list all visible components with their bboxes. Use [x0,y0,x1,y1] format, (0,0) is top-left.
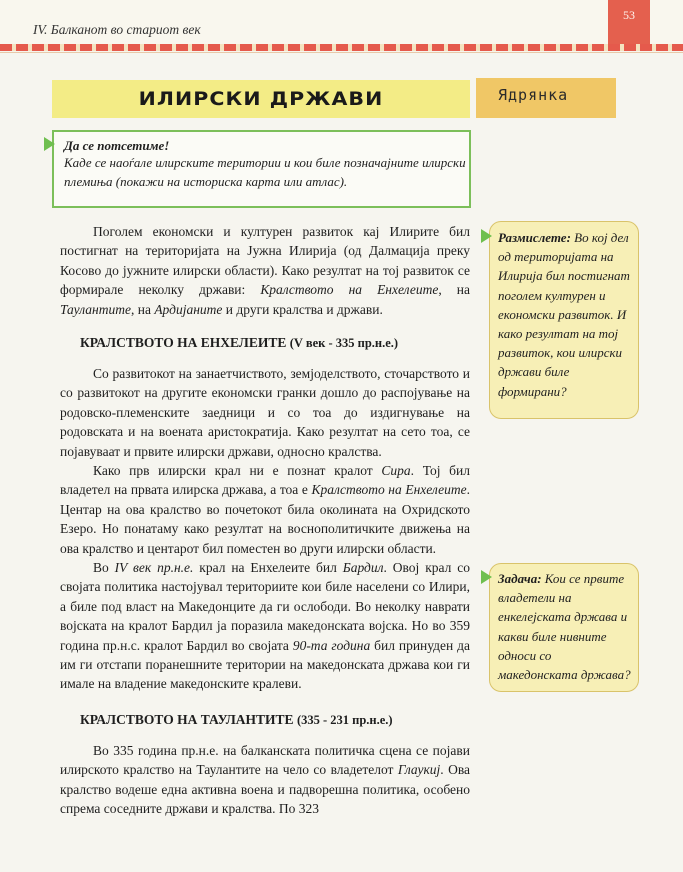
decorative-stripe [0,44,683,51]
arrow-icon [481,570,492,584]
task-text: Задача: Кои се првите владетели на енкелејската држава и какви биле нивните односи со македонската држава? [498,571,631,683]
reflect-text: Размислете: Во кој дел од територијата на Илирија бил постигнат поголем културен и економски развиток. И како резултат на тој развиток, кои илирски држави биле формирани? [498,230,630,399]
section2-paragraph-1: Во 335 година пр.н.е. на балканската политичка сцена се појави илирското кралство на Таулантите на чело со владетелот Глаукиј. Ова кралство водеше една активна воена и падворешна политика, особено спрема соседните држави и кралства. По 323 [60,743,471,817]
page-number: 53 [623,8,635,22]
section1-paragraph-1: Со развитокот на занаетчиството, земјоделството, сточарството и со развитокот на другите економски гранки дошло до распојување на родовско-племенските заедници и со тоа до издигнување на родовската и на воената аристократија. Како резултат на сето тоа, се појавуваат и првите илирски држави, односно кралства. [60,366,470,459]
handwritten-note: Ядрянка [498,86,569,104]
section-heading-enhelei: КРАЛСТВОТО НА ЕНХЕЛЕИТЕ (V век - 335 пр.н.е.) [80,335,399,350]
intro-paragraph: Поголем економски и културен развиток кај Илирите бил постигнат на територијата на Јужна Илирија (од Далмација преку Косово до јужните илирски области). Како резултат на тој развиток се формирале неколку држави: Кралството на Енхелеите, на Таулантите, на Ардијаните и други кралства и држави. [60,224,471,317]
arrow-icon [44,137,55,151]
section-heading-taulanti: КРАЛСТВОТО НА ТАУЛАНТИТЕ (335 - 231 пр.н.е.) [80,712,393,727]
recall-title: Да се потсетиме! [64,138,170,153]
kingdom-ardijani: Ардијаните [154,301,223,317]
kingdom-taulanti: Таулантите [60,301,131,317]
recall-text: Каде се наоѓале илирските територии и кои биле позначајните илирски племиња (покажи на историска карта или атлас). [64,155,466,189]
arrow-icon [481,229,492,243]
chapter-title: IV. Балканот во стариот век [33,22,201,37]
header-rule [0,52,683,53]
kingdom-enhelei: Кралството на Енхелеите [260,282,439,298]
page-title: ИЛИРСКИ ДРЖАВИ [138,88,384,110]
section1-paragraph-3: Во IV век пр.н.е. крал на Енхелеите бил Бардил. Овој крал со својата политика настојувал териториите кои биле населени со Илири, а биле под власт на Македонците да ги ослободи. Во неколку наврати војската на кралот Бардил ја поразила македонската војска. Но во 359 година пр.н.с. кралот Бардил во својата 90-та година бил принуден да им ги отстапи поранешните територии на македонската држава кои ги имале на владение македонските кралеви. [60,560,471,692]
section1-paragraph-2: Како прв илирски крал ни е познат кралот Сира. Тој бил владетел на првата илирска држава, а тоа е Кралството на Енхелеите. Центар на ова кралство во почетокот била околината на Охридското Езеро. Но понатаму како резултат на воснополитичките движења на ова кралство и центарот бил поместен во други илирски области. [60,463,470,556]
